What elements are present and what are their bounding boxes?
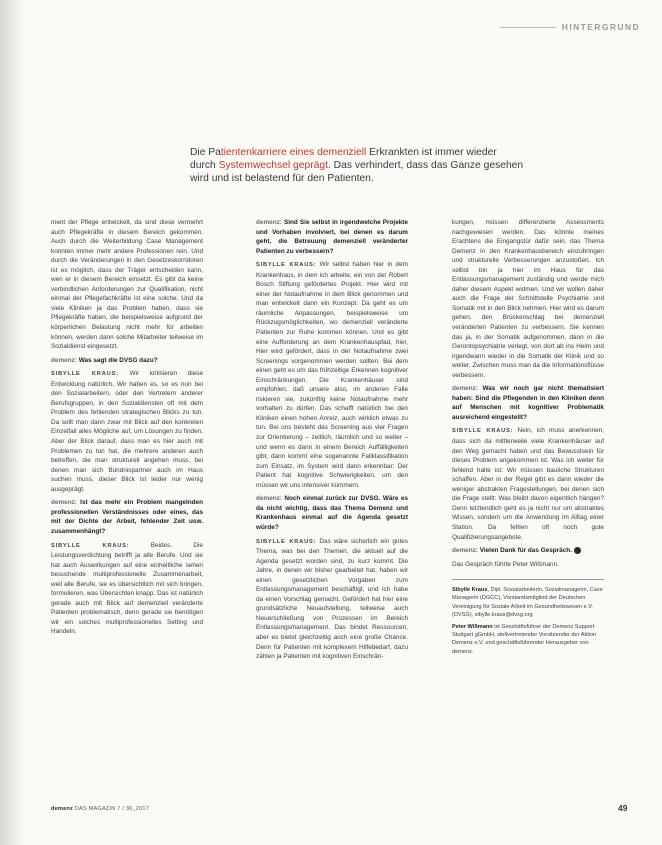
question-text: Sind Sie selbst in irgendwelche Projekte und Vorhaben involviert, bei denen es darum geht, die Betreuung demenziell veränderter Patienten zu verbessern? [256,219,408,255]
speaker-name: SIBYLLE KRAUS: [51,542,130,549]
lead-text: . Das verhindert, dass das Ganze gesehen wird und ist belastend für den Patienten. [190,160,524,184]
interview-question [452,384,604,422]
lead-text: Die Pa [190,147,221,158]
speaker-name: SIBYLLE KRAUS: [452,428,514,435]
interview-question [51,498,203,536]
bio-name: Peter Wißmann [452,623,493,630]
question-prefix: demenz: [452,547,478,555]
question-text: Ist das mehr ein Problem mangelnden professionellen Verständnisses oder eines, das mit der Dichte der Arbeit, fehlender Zeit usw. zusammenhängt? [51,499,203,535]
lead-text: Erkrankten ist immer wieder durch [190,147,497,171]
bio-divider [452,579,604,580]
interview-answer [452,426,604,542]
author-bio [452,623,604,656]
body-paragraph: ment der Pflege entwickelt, da sind diese vermehrt auch Pflegekräfte in diesem Bereich gekommen. Auch durch die Weiterbildung Case Management konnten immer mehr andere Professionen rein. Und durch die Veränderungen in den Gesetzeskorridoren ist es möglich, dass der Träger entscheiden kann, wen er in diesem Bereich einsetzt. Es gibt da keine verbindlichen Anforderungen zur Qualifikation, nicht einmal der Pflegefachkräfte ist eine solche. Und da viele Kliniken ja das Problem haben, dass sie Pflegekräfte haben, die beispielsweise aufgrund der körperlichen Belastung nicht mehr für arbeiten können, werden dann solche Mitarbeiter teilweise im Sozialdienst eingesetzt. [51,219,203,351]
article-column-2 [256,218,408,666]
interview-answer [51,541,203,637]
interview-question [256,218,408,256]
bio-text: , Dipl. Sozialarbeiterin, Sozialmanagerin, Case Managerin (DGCC), Vorstandsmitglied der Deutschen Vereinigung für Soziale Arbeit im Gesundheitswesen e.V. (DVSG), sibylle.kraus@dvsg.org [452,587,603,618]
interview-question [452,546,604,556]
interview-answer [256,260,408,490]
article-column-3 [452,218,604,660]
question-prefix: demenz: [51,499,77,507]
section-header [500,22,640,32]
footer-issue: DAS MAGAZIN 7 / 36_2017 [73,806,150,812]
question-text: Was wir noch gar nicht thematisiert haben: Sind die Pflegenden in den Kliniken denn auf Menschen mit kognitiver Problematik ausreichend eingestellt? [452,385,604,421]
answer-text: Nein, ich muss anerkennen, dass sich da mittlerweile viele Krankenhäuser auf den Weg gemacht haben und das Bewusstsein für dieses Problem angekommen ist. Was ich weiter für fehlend halte ist: Wir müssen bauliche Strukturen schaffen. Aber in der Regel gibt es dann wieder die weniger abstrakten Fragestellungen, bei denen sich die Frage stellt: Was bleibt davon eigentlich hängen? Denn letztendlich geht es ja nicht nur um abstraktes Wissen, sondern um die Anwendung im Alltag einer Station. Da fehlen oft noch gute Qualifizierungsangebote. [452,427,604,541]
answer-text: Wir selbst haben hier in dem Krankenhaus, in dem ich arbeite, ein von der Robert Bosch Stiftung gefördertes Projekt. Hier wird mit einer der Notaufnahme in dem Blick genommen und man entwickelt dann ein Konzept. Da geht es um räumliche Anpassungen, beispielsweise um Rückzugsmöglichkeiten, wo demenziell veränderte Patienten zur Ruhe kommen können. Und es gibt eine Aufforderung an dem Krankenhauspfad, hier, Hier wird gefördert, dass in der Notaufnahme zwei Screenings vorgenommen werden sollten. Bei dem einen geht es um das frühzeitige Erkennen kognitiver Einschränkungen. Die Krankenhäuser sind empfohlen, daß unsere also, im anderen Falle riskieren sie, zukünftig keine Notaufnahme mehr vorhalten zu dürfen. Das schafft natürlich bei den Kliniken einen hohen Anreiz, auch wirklich etwas zu tun. Bei uns besteht das Screening aus vier Fragen zur Orientierung – zeitlich, räumlich und so weiter – und wenn es dann in einem Bereich Auffälligkeiten gibt, dann kommt eine sogenannte Fallklassifikation zum Einsatz, im System wird dann erkennbar: Der Patient hat kognitive Schwierigkeiten, um den müssen wir uns intensiver kümmern. [256,261,408,489]
article-column-1 [51,218,203,641]
question-text: Vielen Dank für das Gespräch. [477,547,572,555]
answer-text: Das wäre sicherlich ein gutes Thema, was bei den Themen, die aktuell auf die Agenda gesetzt worden sind, zu kurz kommt. Die Jahre, in denen wir bisher gearbeitet hat, haben wir einen gesetzlichen Vorgaben zum Entlassungsmanagement beschäftigt, und ich habe da einen Vorschlag gemacht. Gefördert hat hier eine grundsätzliche Neuaufstellung, teilweise auch Neuerschließung von Prozessen im Bereich Entlassungsmanagement. Das bindet Ressourcen, aber es bietet gleichzeitig auch eine große Chance. Denn für Patienten mit komplexem Hilfebedarf, dazu zählen ja Patienten mit kognitiven Einschrän- [256,537,408,661]
question-prefix: demenz: [452,385,478,393]
page-gutter-shadow [0,0,24,845]
question-text: Noch einmal zurück zur DVSG. Wäre es da nicht wichtig, dass das Thema Demenz und Krankenhaus einmal auf die Agenda gesetzt würde? [256,495,408,531]
page-footer [51,806,149,812]
question-prefix: demenz: [256,219,282,226]
answer-text: Wir kritisieren diese Entwicklung natürlich. Wir haben es, so es nun bei den Sozialarbeitern, oder den Vertretern anderer Berufsgruppen, in den Sozialdiensten oft mit dem Problem des fehlenden strategischen Blicks zu tun. Da sollt man dann zwar mit Blick auf den konkreten Einzelfall alles Mögliche auf, um Lösungen zu finden. Aber der Blick darauf, dass man es hier auch mit Problemen zu tun hat, die mehrere anderen auch betreffen, die man strukturell angehen muss, bei denen man sich Bündnispartner auch im Haus suchen muss, dieser Blick ist leider nur wenig ausgeprägt. [51,370,204,493]
interview-signature: Das Gespräch führte Peter Wißmann. [452,560,559,568]
lead-highlight: tientenkarriere eines demenziell [220,147,367,158]
section-header-label: HINTERGRUND [561,22,640,32]
bio-name: Sibylle Kraus [452,587,488,594]
answer-text: Beides. Die Leistungsverdichtung betrifft ja alle Berufe. Und sie hat auch Auswirkungen auf eine einheitliche sehen besuchende multiprofessionelle Zusammenarbeit, weil alle Berufe, sie es übersichtlich mit sich bringen, formulieren, was Übersichten knapp. Das ist natürlich gerade auch mit Blick auf demenziell veränderte Patienten problematisch, denn gerade sie benötigen wir ein solches multiprofessionelles Setting und Handeln. [51,541,203,636]
bio-text: ist Geschäftsführer der Demenz Support Stuttgart gGmbH, stellvertretender Vorsitzender der Aktion Demenz e.V. und geschäftsführender Herausgeber von demenz. [452,623,597,655]
interview-question [256,494,408,532]
interview-question [51,356,203,366]
question-prefix: demenz: [51,356,77,364]
question-prefix: demenz: [256,495,282,503]
speaker-name: SIBYLLE KRAUS: [256,538,317,545]
footer-magazine-name: demenz [51,806,74,812]
page-number: 49 [618,803,628,813]
lead-paragraph [190,146,525,185]
article-end-icon [574,547,581,554]
section-header-rule [500,27,556,28]
interview-answer [51,369,203,494]
interview-answer [256,537,408,662]
body-paragraph: kungen, müssen differenzierte Assessments nachgewiesen werden. Das könnte meines Erachtens die Eingangstür dafür sein, das Thema Demenz in den Krankenhausbereich einzubringen und strukturelle Verbesserungen anzustoßen. Ich selbst bin ja hier im Haus für das Entlassungsmanagement zuständig und werde mich daher diesem Aspekt widmen. Und wir wollen daher auch die Frage der Schnittstelle Psychiatrie und Somatik mit in den Blick nehmen. Hier wird es darum gehen, den Brückenschlag bei demenziell veränderten Patienten zu verbessern. Sie kennen das ja, in der Somatik aufgenommen, dann in die Gerontopsychiatrie verlegt, von dort ab ins Heim und irgendwann wieder in die Somatik der Klinik und so weiter. Zwischen muss man da die Informationsflüsse verbessern. [452,219,604,379]
author-bio [452,586,604,619]
speaker-name: SIBYLLE KRAUS: [51,371,119,378]
lead-highlight: Systemwechsel geprägt [218,160,328,171]
speaker-name: SIBYLLE KRAUS: [256,262,317,269]
question-text: Was sagt die DVSG dazu? [76,356,158,364]
